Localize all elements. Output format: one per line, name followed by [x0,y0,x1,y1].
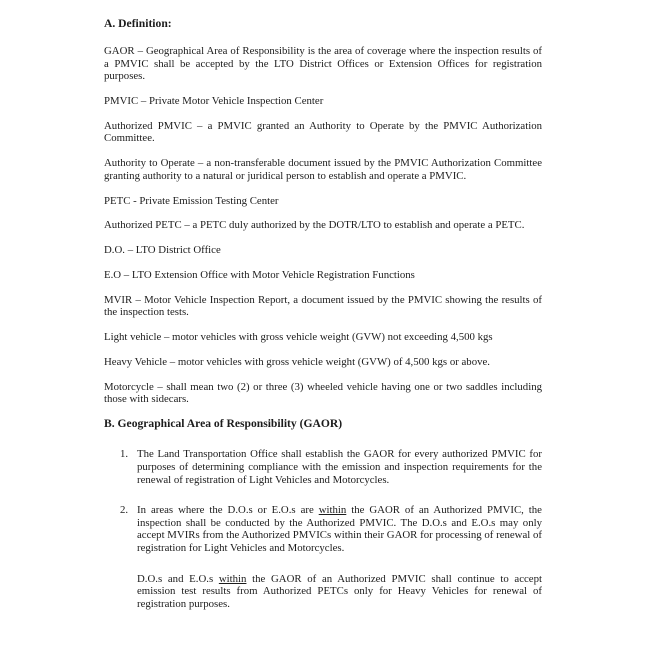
definition-gaor: GAOR – Geographical Area of Responsibility is the area of coverage where the inspection results of a PMVIC shall be accepted by the LTO District Offices or Extension Offices for registration purposes. [104,45,542,83]
gaor-list [104,448,542,554]
definition-light-vehicle: Light vehicle – motor vehicles with gross vehicle weight (GVW) not exceeding 4,500 kgs [104,331,493,343]
section-b-heading: B. Geographical Area of Responsibility (GAOR) [104,417,343,431]
underlined-within: within [318,504,347,517]
sub-paragraph-text-before: D.O.s and E.O.s [137,572,219,585]
list-item [104,504,542,554]
definition-heavy-vehicle: Heavy Vehicle – motor vehicles with gross vehicle weight (GVW) of 4,500 kgs or above. [104,355,490,368]
definition-eo: E.O – LTO Extension Office with Motor Vehicle Registration Functions [104,268,415,281]
definition-pmvic: PMVIC – Private Motor Vehicle Inspection Center [104,94,324,107]
sub-paragraph-text-after: the GAOR of an Authorized PMVIC shall continue to accept emission test results from Authorized PETCs only for Heavy Vehicles for renewal of registration purposes. [137,572,542,610]
list-item-text-after: the GAOR of an Authorized PMVIC, the inspection shall be conducted by the Authorized PMVIC. The D.O.s and E.O.s may only accept MVIRs from the Authorized PMVICs within their GAOR for processing of renewal of registration for Light Vehicles and Motorcycles. [137,504,542,554]
definition-mvir: MVIR – Motor Vehicle Inspection Report, a document issued by the PMVIC showing the results of the inspection tests. [104,293,542,319]
definition-authorized-pmvic: Authorized PMVIC – a PMVIC granted an Authority to Operate by the PMVIC Authorization Committee. [104,119,542,145]
definition-do: D.O. – LTO District Office [104,244,221,257]
sub-paragraph [104,573,542,611]
definition-authorized-petc: Authorized PETC – a PETC duly authorized by the DOTR/LTO to establish and operate a PETC. [104,219,525,232]
list-item-number: 1. [120,448,129,461]
definition-petc: PETC - Private Emission Testing Center [104,194,279,207]
definition-authority-to-operate: Authority to Operate – a non-transferable document issued by the PMVIC Authorization Committee granting authority to a natural or juridical person to establish and operate a PMVIC. [104,157,542,182]
list-item-text: The Land Transportation Office shall establish the GAOR for every authorized PMVIC for purposes of determining compliance with the emission and inspection requirements for the renewal of registration of Light Vehicles and Motorcycles. [137,448,542,486]
definition-motorcycle: Motorcycle – shall mean two (2) or three (3) wheeled vehicle having one or two saddles including those with sidecars. [104,380,542,406]
section-a-heading: A. Definition: [104,17,172,30]
list-item [104,448,542,486]
list-item-text-before: In areas where the D.O.s or E.O.s are [137,504,319,517]
list-item-number: 2. [120,504,129,517]
underlined-within: within [218,572,247,585]
